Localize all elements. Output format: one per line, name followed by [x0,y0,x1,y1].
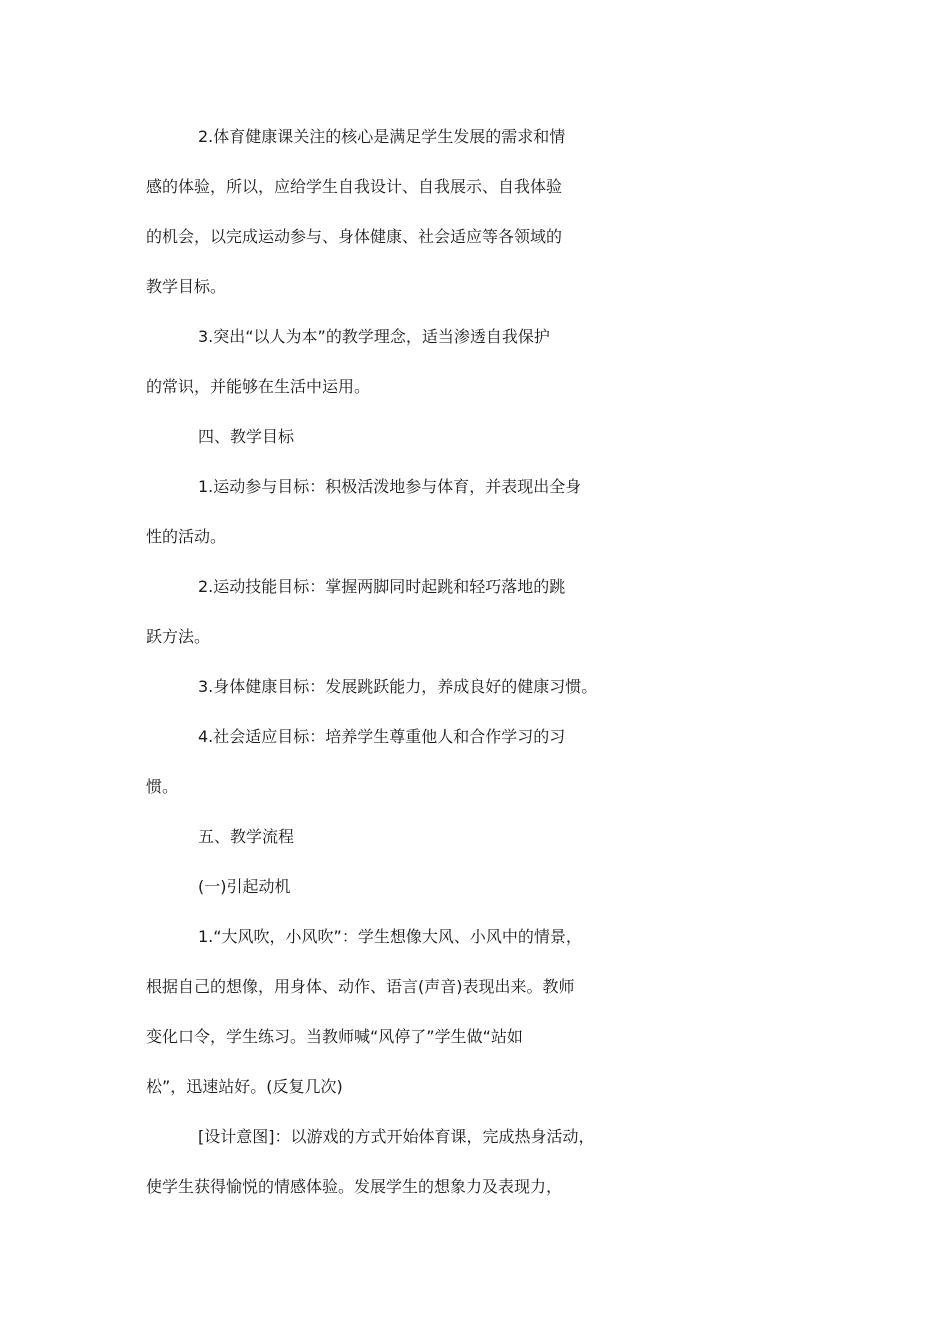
text-line: 3.突出“以人为本”的教学理念，适当渗透自我保护 [198,327,550,346]
paragraph-objective-4 [146,724,816,824]
text-line: 使学生获得愉悦的情感体验。发展学生的想象力及表现力， [146,1177,563,1196]
paragraph-goal-3 [146,324,816,424]
subsection-heading: (一)引起动机 [198,877,291,896]
text-line: 的机会，以完成运动参与、身体健康、社会适应等各领域的 [146,227,563,246]
text-line: 性的活动。 [146,527,227,546]
paragraph-goal-2 [146,124,816,324]
text-line: 4.社会适应目标：培养学生尊重他人和合作学习的习 [198,727,566,746]
paragraph-design-intent [146,1124,816,1224]
text-line: 1.运动参与目标：积极活泼地参与体育，并表现出全身 [198,477,582,496]
text-line: 跃方法。 [146,627,211,646]
subsection-heading-motivation [146,874,816,924]
section-heading-teaching-process [146,824,816,874]
section-heading: 四、教学目标 [198,427,295,446]
text-line: 3.身体健康目标：发展跳跃能力，养成良好的健康习惯。 [198,677,598,696]
text-line: 松”，迅速站好。(反复几次) [146,1077,343,1096]
section-heading-teaching-objectives [146,424,816,474]
text-line: 1.“大风吹，小风吹”：学生想像大风、小风中的情景， [198,927,582,946]
text-line: 2.体育健康课关注的核心是满足学生发展的需求和情 [198,127,566,146]
section-heading: 五、教学流程 [198,827,295,846]
text-line: [设计意图]：以游戏的方式开始体育课，完成热身活动， [198,1127,595,1146]
text-line: 的常识，并能够在生活中运用。 [146,377,371,396]
paragraph-objective-1 [146,474,816,574]
text-line: 根据自己的想像，用身体、动作、语言(声音)表现出来。教师 [146,977,575,996]
text-line: 2.运动技能目标：掌握两脚同时起跳和轻巧落地的跳 [198,577,566,596]
text-line: 变化口令，学生练习。当教师喊“风停了”学生做“站如 [146,1027,523,1046]
text-line: 感的体验，所以，应给学生自我设计、自我展示、自我体验 [146,177,563,196]
paragraph-objective-2 [146,574,816,674]
paragraph-objective-3 [146,674,816,724]
text-line: 惯。 [146,777,179,796]
text-line: 教学目标。 [146,277,227,296]
document-page [146,124,816,1224]
paragraph-game-wind [146,924,816,1124]
